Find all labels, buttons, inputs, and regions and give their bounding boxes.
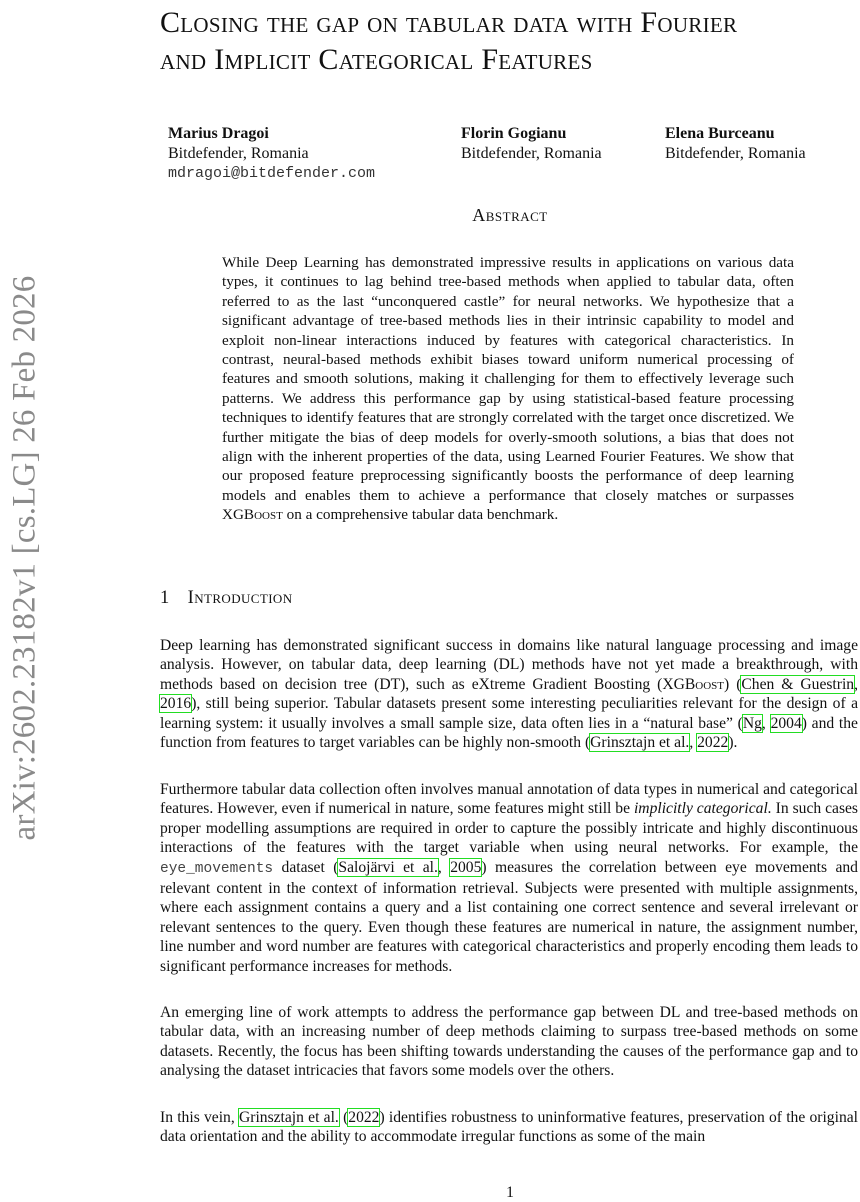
section-number: 1: [160, 588, 170, 608]
text: ), still being superior. Tabular datasets present some interesting peculiarities relevant for the design of a learning system: it usually involves a small sample size, data often lies in a “natural base” (: [160, 695, 858, 732]
text: In such cases proper modelling assumptions are required in order to capture the possibly intricate and highly discontinuous interactions of the features with the target variable when using neural networks. For example, the: [160, 800, 858, 857]
citation-year-link[interactable]: 2016: [160, 695, 192, 713]
intro-paragraph-4: In this vein, Grinsztajn et al. (2022) identifies robustness to uninformative features, preservation of the original data orientation and the ability to accommodate irregular functions as some of the main: [160, 1109, 858, 1146]
text: ) and the function from features to target variables can be highly non-smooth (: [160, 714, 858, 752]
arxiv-stamp-text: arXiv:2602.23182v1 [cs.LG] 26 Feb 2026: [6, 275, 43, 841]
citation-year-link[interactable]: 2004: [770, 714, 802, 732]
citation-link-salojarvi[interactable]: Salojärvi et al.: [338, 858, 438, 876]
abstract-text: While Deep Learning has demonstrated impressive results in applications on various data types, it continues to lag behind tree-based methods when applied to tabular data, often referred to as the last “unconquered castle” for neural networks. We hypothesize that a significant advantage of tree-based methods lies in their intrinsic capability to model and exploit non-linear interactions induced by features with categorical characteristics. In contrast, neural-based methods exhibit biases toward uniform numerical processing of features and smooth solutions, making it challenging for them to effectively leverage such patterns. We address this performance gap by using statistical-based feature processing techniques to identify features that are strongly correlated with the target once discretized. We further mitigate the bias of deep models for overly-smooth solutions, a bias that does not align with the inherent properties of the data, using Learned Fourier Features. We show that our proposed feature preprocessing significantly boosts the performance of deep learning models and enables them to achieve a performance that closely matches or surpasses: [222, 254, 794, 504]
intro-paragraph-2: Furthermore tabular data collection often involves manual annotation of data types in numerical and categorical features. However, even if numerical in nature, some features might still be implicitly categorical. In such cases proper modelling assumptions are required in order to capture the possibly intricate and highly discontinuous interactions of the features with the target variable when using neural networks. For example, the eye_movements dataset (Salojärvi et al., 2005) measures the correlation between eye movements and relevant content in the context of information retrieval. Subjects were presented with multiple assignments, where each assignment contains a query and a list containing one correct sentence and several irrelevant or relevant sentences to the query. Even though these features are numerical in nature, the assignment number, line number and word number are features with categorical characteristics and properly encoding them leads to significant performance increases for methods.: [160, 781, 858, 975]
text: ) measures the correlation between eye movements and relevant content in the context of information retrieval. Subjects were presented with multiple assignments, where each assignment contains a query and a list containing one correct sentence and several irrelevant or relevant sentences to the query. Even though these features are numerical in nature, the assignment number, line number and word number are features with categorical characteristics and properly encoding them leads to significant performance increases for methods.: [160, 858, 858, 975]
text: Deep learning has demonstrated significant success in domains like natural language processing and image analysis. However, on tabular data, deep learning (DL) methods have not yet made a breakthrough, with methods based on decision tree (DT), such as eXtreme Gradient Boosting (: [160, 637, 858, 693]
xgboost-term: XGBoost: [662, 675, 725, 693]
citation-link-ng[interactable]: Ng: [742, 714, 762, 732]
text: In this vein,: [160, 1109, 239, 1126]
text: identifies robustness to uninformative features, preservation of the original data orientation and the ability to accommodate irregular functions as some of the main: [160, 1109, 858, 1146]
author-affiliation: Bitdefender, Romania: [461, 145, 602, 162]
author-name: Marius Dragoi: [168, 125, 269, 142]
title-line-2: and Implicit Categorical Features: [160, 43, 593, 76]
page-number: 1: [506, 1184, 514, 1201]
citation-year-link[interactable]: 2022: [348, 1109, 380, 1126]
author-block-1: [168, 124, 375, 184]
citation-link-grinsztajn[interactable]: Grinsztajn et al.: [590, 734, 690, 752]
author-affiliation: Bitdefender, Romania: [665, 145, 806, 162]
text: dataset (: [273, 858, 339, 876]
xgboost-term: XGBoost: [222, 506, 283, 524]
author-email[interactable]: mdragoi@bitdefender.com: [168, 165, 376, 182]
dataset-name-code: eye_movements: [160, 860, 274, 877]
abstract-body: [222, 253, 794, 525]
citation-link-grinsztajn[interactable]: Grinsztajn et al.: [238, 1109, 339, 1126]
emphasis-text: implicitly categorical.: [633, 800, 772, 818]
section-heading-introduction: [160, 588, 293, 609]
citation-year-link[interactable]: 2022: [697, 734, 729, 752]
abstract-text-end: on a comprehensive tabular data benchmark.: [282, 506, 559, 524]
author-affiliation: Bitdefender, Romania: [168, 145, 309, 162]
citation-year-link[interactable]: 2005: [450, 858, 482, 876]
author-block-2: [461, 124, 602, 164]
intro-paragraph-3: An emerging line of work attempts to address the performance gap between DL and tree-based methods on tabular data, with an increasing number of deep methods claiming to surpass tree-based methods on some datasets. Recently, the focus has been shifting towards understanding the causes of the performance gap and to analysing the dataset intricacies that favors some models over the others.: [160, 1004, 858, 1080]
text: Furthermore tabular data collection often involves manual annotation of data types in numerical and categorical features. However, even if numerical in nature, some features might still be: [160, 781, 858, 818]
author-name: Elena Burceanu: [665, 125, 775, 142]
citation-link-chen-guestrin[interactable]: Chen & Guestrin: [741, 675, 855, 693]
text: ).: [728, 734, 738, 752]
arxiv-stamp: [2, 248, 48, 868]
intro-paragraph-1: Deep learning has demonstrated significant success in domains like natural language processing and image analysis. However, on tabular data, deep learning (DL) methods have not yet made a breakthrough, with methods based on decision tree (DT), such as eXtreme Gradient Boosting (XGBoost) (Chen & Guestrin, 2016), still being superior. Tabular datasets present some interesting peculiarities relevant for the design of a learning system: it usually involves a small sample size, data often lies in a “natural base” (Ng, 2004) and the function from features to target variables can be highly non-smooth (Grinsztajn et al., 2022).: [160, 637, 858, 752]
author-block-3: [665, 124, 806, 164]
paper-title: [160, 4, 860, 78]
author-name: Florin Gogianu: [461, 125, 567, 142]
section-title: Introduction: [187, 588, 293, 608]
abstract-heading: Abstract: [472, 205, 548, 225]
title-line-1: Closing the gap on tabular data with Fourier: [160, 6, 738, 39]
text: ) (: [724, 675, 742, 693]
